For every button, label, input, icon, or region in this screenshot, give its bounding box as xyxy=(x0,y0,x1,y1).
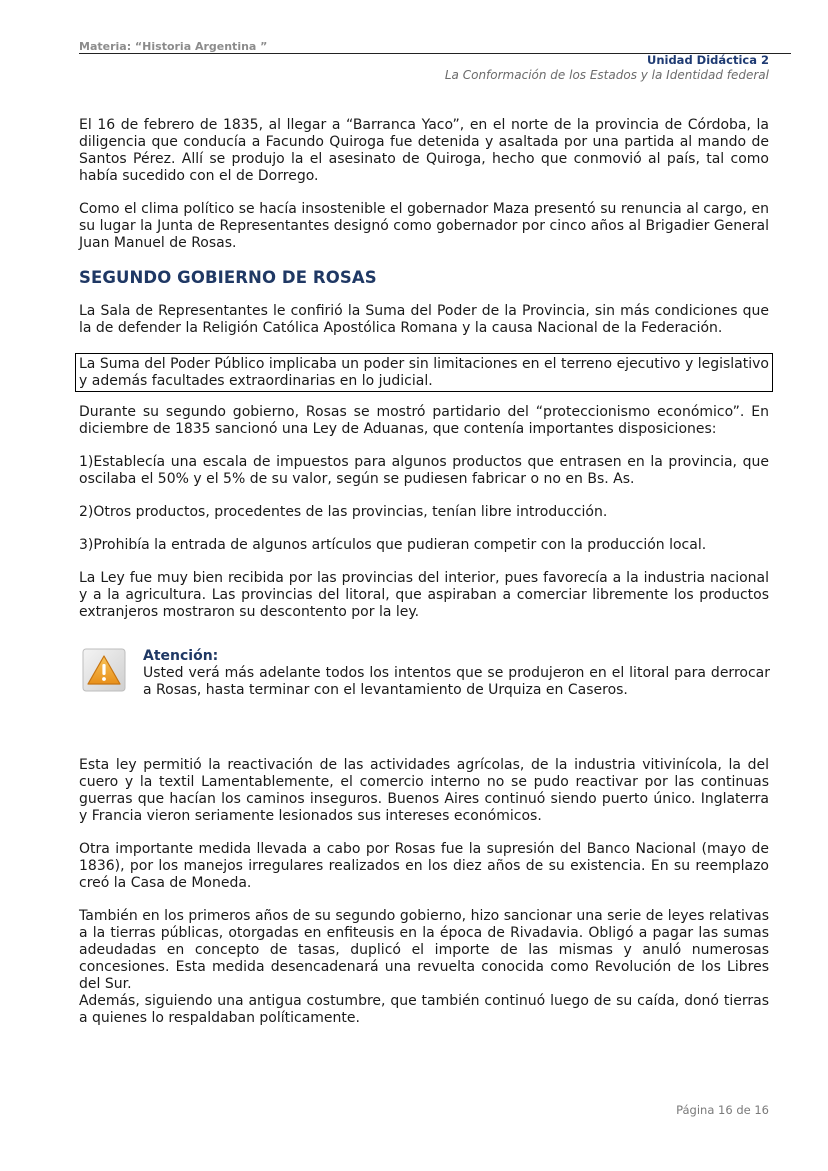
paragraph-maza: Como el clima político se hacía insostenible el gobernador Maza presentó su renuncia al cargo, en su lugar la Junta de Representantes designó como gobernador por cinco años al Brigadier General Juan Manuel de Rosas. xyxy=(79,201,769,251)
boxed-note-text: La Suma del Poder Público implicaba un poder sin limitaciones en el terreno ejecutivo y legislativo y además facultades extraordinarias en lo judicial. xyxy=(79,356,769,389)
paragraph-ley: La Ley fue muy bien recibida por las provincias del interior, pues favorecía a la industria nacional y a la agricultura. Las provincias del litoral, que aspiraban a comerciar libremente los productos extranjeros mostraron su descontento por la ley. xyxy=(79,570,769,620)
header-subtitle: La Conformación de los Estados y la Identidad federal xyxy=(444,68,769,82)
list-item-1: 1)Establecía una escala de impuestos para algunos productos que entrasen en la provincia, que oscilaba el 50% y el 5% de su valor, según se pudiesen fabricar o no en Bs. As. xyxy=(79,454,769,487)
attention-text: Usted verá más adelante todos los intentos que se produjeron en el litoral para derrocar a Rosas, hasta terminar con el levantamiento de Urquiza en Caseros. xyxy=(143,665,770,698)
attention-title: Atención: xyxy=(143,648,219,664)
section-heading: SEGUNDO GOBIERNO DE ROSAS xyxy=(79,268,377,287)
paragraph-proteccionismo: Durante su segundo gobierno, Rosas se mostró partidario del “proteccionismo económico”. En diciembre de 1835 sancionó una Ley de Aduanas, que contenía importantes disposiciones: xyxy=(79,404,769,437)
attention-callout xyxy=(79,645,769,707)
paragraph-quiroga: El 16 de febrero de 1835, al llegar a “Barranca Yaco”, en el norte de la provincia de Córdoba, la diligencia que conducía a Facundo Quiroga fue detenida y asaltada por una partida al mando de Santos Pérez. Allí se produjo la el asesinato de Quiroga, hecho que conmovió al país, tal como había sucedido con el de Dorrego. xyxy=(79,117,769,184)
warning-icon xyxy=(81,647,127,693)
page-content xyxy=(79,117,769,1043)
paragraph-costumbre: Además, siguiendo una antigua costumbre, que también continuó luego de su caída, donó tierras a quienes lo respaldaban políticamente. xyxy=(79,993,769,1026)
paragraph-reactivacion: Esta ley permitió la reactivación de las actividades agrícolas, de la industria vitivinícola, la del cuero y la textil Lamentablemente, el comercio interno no se pudo reactivar por las continuas guerras que hacían los caminos inseguros. Buenos Aires continuó siendo puerto único. Inglaterra y Francia vieron seriamente lesionados sus intereses económicos. xyxy=(79,757,769,824)
paragraph-sala: La Sala de Representantes le confirió la Suma del Poder de la Provincia, sin más condiciones que la de defender la Religión Católica Apostólica Romana y la causa Nacional de la Federación. xyxy=(79,303,769,336)
header-unidad: Unidad Didáctica 2 xyxy=(646,53,769,67)
page-number: Página 16 de 16 xyxy=(676,1103,769,1117)
list-item-2: 2)Otros productos, procedentes de las provincias, tenían libre introducción. xyxy=(79,504,608,520)
header-materia: Materia: “Historia Argentina ” xyxy=(79,40,268,53)
paragraph-tierras: También en los primeros años de su segundo gobierno, hizo sancionar una serie de leyes relativas a la tierras públicas, otorgadas en enfiteusis en la época de Rivadavia. Obligó a pagar las sumas adeudadas en concepto de tasas, duplicó el importe de las mismas y anuló numerosas concesiones. Esta medida desencadenará una revuelta conocida como Revolución de los Libres del Sur. xyxy=(79,908,769,992)
list-item-3: 3)Prohibía la entrada de algunos artículos que pudieran competir con la producción local. xyxy=(79,537,707,553)
paragraph-banco: Otra importante medida llevada a cabo por Rosas fue la supresión del Banco Nacional (mayo de 1836), por los manejos irregulares realizados en los diez años de su existencia. En su reemplazo creó la Casa de Moneda. xyxy=(79,841,769,891)
boxed-note xyxy=(75,353,773,392)
